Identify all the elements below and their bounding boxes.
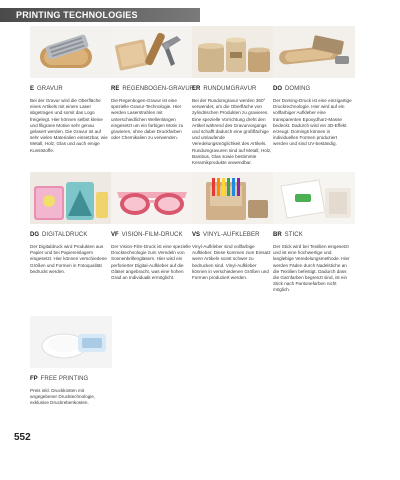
free-printing-photo <box>30 316 112 368</box>
technique-code: ER <box>192 86 201 92</box>
technique-description: Die Regenbogen-Gravur ist eine spezielle Gravur-Technologie. Hier werden Laserstrahlen mit unterschiedlichen Wellenlängen eingesetzt um ein farbigen Motiv zu gravieren, ohne dabei Druckfarben oder Chemikalien zu verwenden. <box>111 98 184 141</box>
technique-description: Der Stick wird bei Textilien eingesetzt und ist eine hochwertige und langlebige Veredelungsmethode. Hier werden Fäden durch Nadelstiche an die Textilien befestigt. Dadurch dass die Garnfarben begrenzt sind, ist ein Stick nach Pantonefarben nicht möglich. <box>273 244 350 293</box>
stick-photo <box>273 172 355 224</box>
technique-code: BR <box>273 232 282 238</box>
technique-code: E <box>30 86 35 92</box>
technique-name: RUNDUMGRAVUR <box>203 86 257 92</box>
section-title: PRINTING TECHNOLOGIES <box>16 10 138 20</box>
section-header-bar <box>0 8 200 22</box>
regenbogen-gravur-photo <box>111 26 193 78</box>
technique-description: Der Digitaldruck wird Produkten aus Papier und bei Papiereinlagern eingesetzt. Hier können verschiedene Größen und Formen in Fotoqualität bedruckt werden. <box>30 244 107 274</box>
vinyl-aufkleber-photo <box>192 172 274 224</box>
rundumgravur-photo <box>192 26 274 78</box>
technique-description: Der Doming-Druck ist eine einzigartige Druckrechnologie. Hier wird auf ein vollfarbiger Aufkleber eine transparenten Epoxydharz-Masse bedeckt. Dadurch wird ein 3D-Effekt erzeugt. Domings können in individuellen Formen produziert werden und sind UV-beständig. <box>273 98 352 147</box>
technique-code: FP <box>30 376 38 382</box>
digitaldruck-photo <box>30 172 112 224</box>
technique-code: DO <box>273 86 282 92</box>
technique-description: Vinyl-Aufkleber sind vollfarbige Aufkleber. Diese kommen zum Einsatz wenn Artikeln sonst schwer zu bedrucken sind. Vinyl-Aufkleber können in verschiedenen Größen und Formen produziert werden. <box>192 244 271 281</box>
page-number: 552 <box>14 432 31 443</box>
gravur-photo <box>30 26 112 78</box>
technique-code: RE <box>111 86 120 92</box>
doming-photo <box>273 26 355 78</box>
technique-name: VINYL-AUFKLEBER <box>203 232 260 238</box>
technique-name: GRAVUR <box>37 86 63 92</box>
technique-description: Bei der Rundumgravur werden 360° verwendet, um die Oberfläche von zylindrischen Produkten zu gravieren. Eine spezielle Vorrichtung dreht den Artikel während des Gravurvorgangs und schafft dadurch eine großflächige und umlaufende Veredelungsmöglichkeit des Artikels. Rundumgravuren sind auf Metall, Holz, Bambus, Glas sowie bestimmte Keramikprodukte anwendbar. <box>192 98 272 166</box>
technique-description: Bei der Gravur wird die Oberfläche eines Artikels mit einem Laser abgetragen und somit das Logo freigelegt. Hier können selbst kleine und filigrane Motive sehr genau gelasert werden. Die Gravur ist auf sehr vielen Materialien einsetzbar, wie Metall, Holz, Glas und auch einige Kunststoffe. <box>30 98 108 153</box>
technique-code: VS <box>192 232 201 238</box>
technique-name: STICK <box>284 232 303 238</box>
technique-code: DG <box>30 232 39 238</box>
technique-name: FREE PRINTING <box>40 376 89 382</box>
technique-name: VISION-FILM-DRUCK <box>121 232 183 238</box>
technique-description: Der Vision-Film-Druck ist eine spezielle Drucktechnologie zum Veredeln von Sonnenbrillengläsern. Hier wird ein perforierter Digital-Aufkleber auf die Gläser angebracht, was eine hohen Grad an Individualit ermöglicht. <box>111 244 191 281</box>
technique-name: DIGITALDRUCK <box>42 232 88 238</box>
technique-name: REGENBOGEN-GRAVUR <box>122 86 195 92</box>
technique-code: VF <box>111 232 119 238</box>
vision-film-druck-photo <box>111 172 193 224</box>
technique-description: Preis inkl. Druckkosten mit angegebener Drucktechnologie, exklusive Druckrebenkosten. <box>30 388 96 406</box>
technique-name: DOMING <box>285 86 311 92</box>
